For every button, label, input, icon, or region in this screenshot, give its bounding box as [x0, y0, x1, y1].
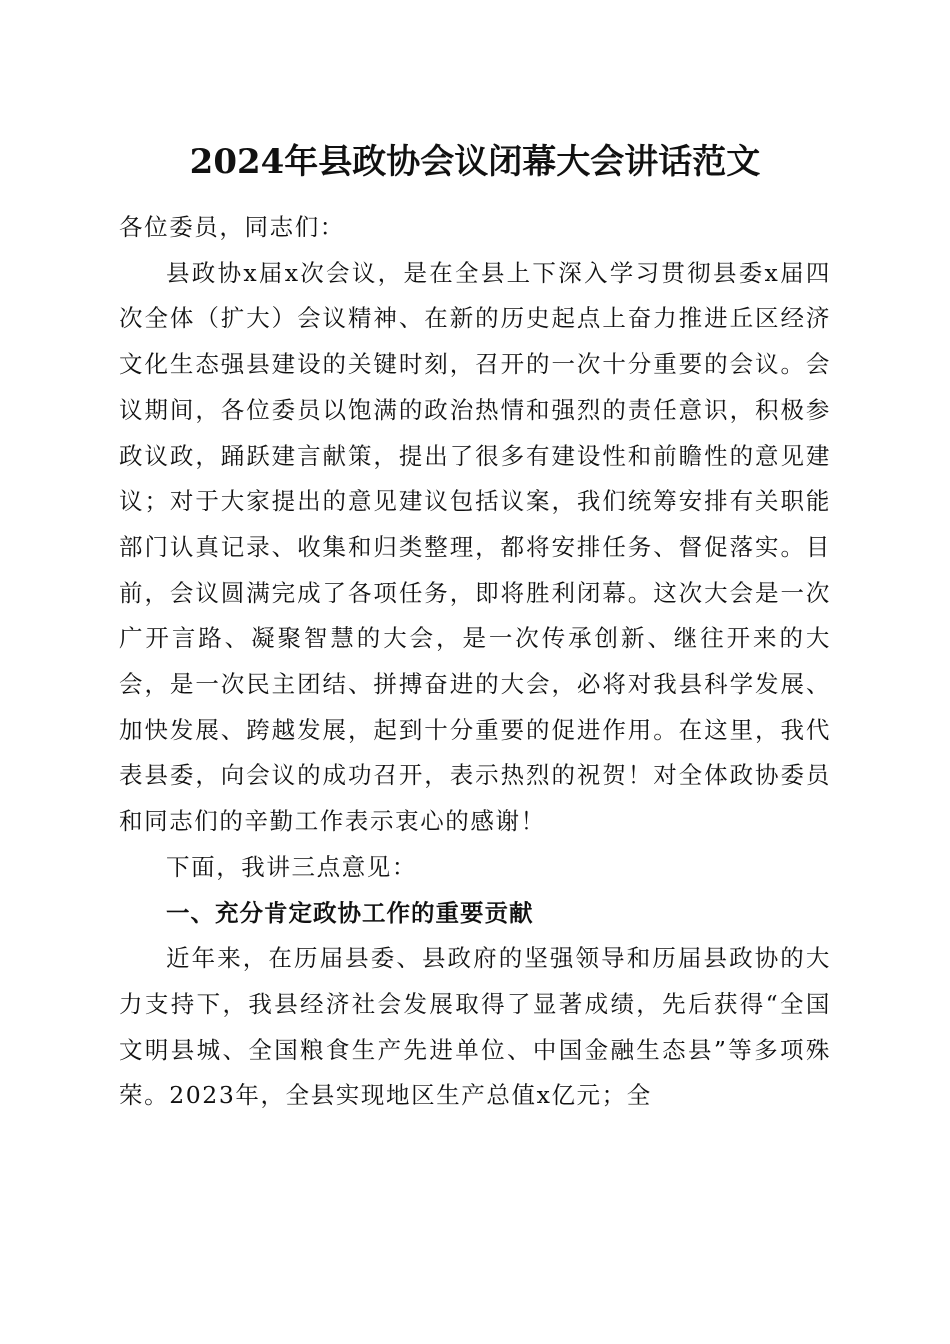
document-body [119, 205, 831, 1119]
paragraph-opening: 县政协x届x次会议，是在全县上下深入学习贯彻县委x届四次全体（扩大）会议精神、在新的历史起点上奋力推进丘区经济文化生态强县建设的关键时刻，召开的一次十分重要的会议。会议期间，各位委员以饱满的政治热情和强烈的责任意识，积极参政议政，踊跃建言献策，提出了很多有建设性和前瞻性的意见建议；对于大家提出的意见建议包括议案，我们统筹安排有关职能部门认真记录、收集和归类整理，都将安排任务、督促落实。目前，会议圆满完成了各项任务，即将胜利闭幕。这次大会是一次广开言路、凝聚智慧的大会，是一次传承创新、继往开来的大会，是一次民主团结、拼搏奋进的大会，必将对我县科学发展、加快发展、跨越发展，起到十分重要的促进作用。在这里，我代表县委，向会议的成功召开，表示热烈的祝贺！对全体政协委员和同志们的辛勤工作表示衷心的感谢！ [119, 258, 831, 836]
salutation: 各位委员，同志们： [119, 213, 345, 241]
document-title: 2024年县政协会议闭幕大会讲话范文 [189, 142, 761, 182]
paragraph-transition: 下面，我讲三点意见： [166, 852, 417, 881]
section-heading-1: 一、充分肯定政协工作的重要贡献 [166, 898, 534, 927]
paragraph-achievements: 近年来，在历届县委、县政府的坚强领导和历届县政协的大力支持下，我县经济社会发展取得了显著成绩，先后获得“全国文明县城、全国粮食生产先进单位、中国金融生态县”等多项殊荣。2023年，全县实现地区生产总值x亿元；全 [119, 944, 831, 1110]
